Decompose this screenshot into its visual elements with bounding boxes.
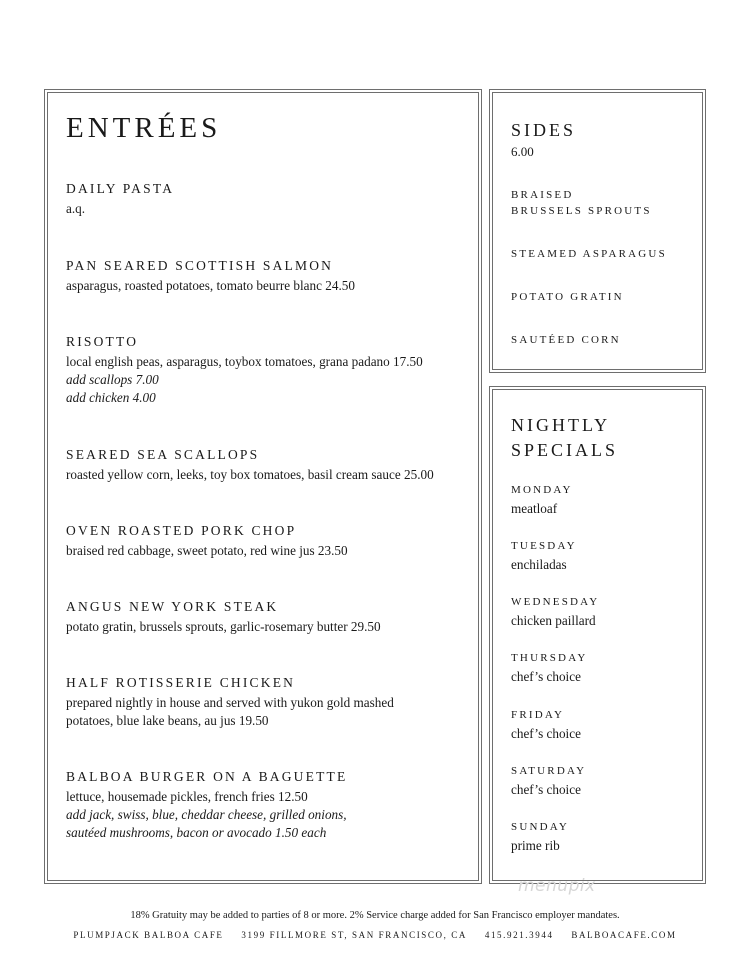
- item-description: [66, 694, 471, 730]
- special-tuesday: [511, 539, 691, 573]
- description-line: potatoes, blue lake beans, au jus 19.50: [66, 713, 269, 728]
- day-dish: prime rib: [511, 838, 560, 853]
- item-name: ANGUS NEW YORK STEAK: [66, 599, 279, 614]
- description-line: a.q.: [66, 201, 86, 216]
- description-line: local english peas, asparagus, toybox tomatoes, grana padano 17.50: [66, 354, 423, 369]
- day-name: MONDAY: [511, 484, 573, 496]
- menu-item-daily-pasta: [66, 180, 471, 218]
- description-line: braised red cabbage, sweet potato, red wine jus 23.50: [66, 543, 348, 558]
- entrees-panel: [44, 89, 482, 884]
- specials-title-line: SPECIALS: [511, 440, 619, 460]
- item-description: [66, 200, 471, 218]
- add-on-line: add chicken 4.00: [66, 390, 156, 405]
- gratuity-note: 18% Gratuity may be added to parties of 8 or more. 2% Service charge added for San Francisco employer mandates.: [130, 910, 620, 921]
- sides-panel: [489, 89, 706, 373]
- description-line: prepared nightly in house and served with yukon gold mashed: [66, 695, 394, 710]
- specials-title: [511, 413, 618, 463]
- side-item-line: BRAISED: [511, 189, 574, 201]
- special-monday: [511, 483, 691, 517]
- item-description: [66, 542, 471, 560]
- add-on-line: add scallops 7.00: [66, 372, 159, 387]
- day-name: THURSDAY: [511, 652, 588, 664]
- side-item-corn: [511, 332, 691, 348]
- side-item-line: POTATO GRATIN: [511, 291, 624, 303]
- side-item-line: SAUTÉED CORN: [511, 334, 621, 346]
- specials-title-line: NIGHTLY: [511, 415, 611, 435]
- special-wednesday: [511, 595, 691, 629]
- sides-title: SIDES: [511, 120, 577, 140]
- description-line: roasted yellow corn, leeks, toy box tomatoes, basil cream sauce 25.00: [66, 467, 434, 482]
- watermark: menupix: [518, 876, 596, 896]
- item-description: [66, 618, 471, 636]
- day-dish: meatloaf: [511, 501, 558, 516]
- menu-item-burger: [66, 768, 471, 842]
- nightly-specials-panel: [489, 386, 706, 884]
- description-line: asparagus, roasted potatoes, tomato beurre blanc 24.50: [66, 278, 355, 293]
- item-description: [66, 353, 471, 407]
- menu-item-risotto: [66, 333, 471, 407]
- footer-contact: [0, 929, 750, 941]
- special-saturday: [511, 764, 691, 798]
- item-description: [66, 788, 471, 842]
- item-name: DAILY PASTA: [66, 181, 175, 196]
- day-name: WEDNESDAY: [511, 596, 600, 608]
- sides-price: 6.00: [511, 144, 534, 159]
- special-thursday: [511, 651, 691, 685]
- item-name: SEARED SEA SCALLOPS: [66, 447, 260, 462]
- item-description: [66, 466, 471, 484]
- menu-item-steak: [66, 598, 471, 636]
- item-description: [66, 277, 471, 295]
- side-item-line: STEAMED ASPARAGUS: [511, 248, 667, 260]
- day-dish: chef’s choice: [511, 669, 581, 684]
- restaurant-name: PLUMPJACK BALBOA CAFE: [73, 930, 224, 940]
- item-name: OVEN ROASTED PORK CHOP: [66, 523, 297, 538]
- day-name: SATURDAY: [511, 765, 587, 777]
- add-on-line: add jack, swiss, blue, cheddar cheese, grilled onions,: [66, 807, 347, 822]
- day-name: FRIDAY: [511, 709, 565, 721]
- menu-item-rotisserie-chicken: [66, 674, 471, 730]
- day-dish: chicken paillard: [511, 613, 596, 628]
- menu-item-pork-chop: [66, 522, 471, 560]
- item-name: RISOTTO: [66, 334, 139, 349]
- description-line: lettuce, housemade pickles, french fries 12.50: [66, 789, 308, 804]
- side-item-potato-gratin: [511, 289, 691, 305]
- item-name: HALF ROTISSERIE CHICKEN: [66, 675, 296, 690]
- entrees-title: ENTRÉES: [66, 112, 222, 144]
- side-item-brussels-sprouts: [511, 187, 691, 219]
- day-name: SUNDAY: [511, 821, 570, 833]
- day-dish: chef’s choice: [511, 726, 581, 741]
- special-sunday: [511, 820, 691, 854]
- item-name: BALBOA BURGER ON A BAGUETTE: [66, 769, 348, 784]
- day-name: TUESDAY: [511, 540, 577, 552]
- side-item-line: BRUSSELS SPROUTS: [511, 205, 652, 217]
- item-name: PAN SEARED SCOTTISH SALMON: [66, 258, 334, 273]
- phone: 415.921.3944: [484, 930, 554, 940]
- description-line: potato gratin, brussels sprouts, garlic-rosemary butter 29.50: [66, 619, 381, 634]
- special-friday: [511, 708, 691, 742]
- day-dish: enchiladas: [511, 557, 567, 572]
- address: 3199 FILLMORE ST, SAN FRANCISCO, CA: [241, 930, 467, 940]
- side-item-asparagus: [511, 246, 691, 262]
- add-on-line: sautéed mushrooms, bacon or avocado 1.50 each: [66, 825, 327, 840]
- menu-item-salmon: [66, 257, 471, 295]
- website-link[interactable]: BALBOACAFE.COM: [571, 930, 677, 940]
- menu-item-scallops: [66, 446, 471, 484]
- day-dish: chef’s choice: [511, 782, 581, 797]
